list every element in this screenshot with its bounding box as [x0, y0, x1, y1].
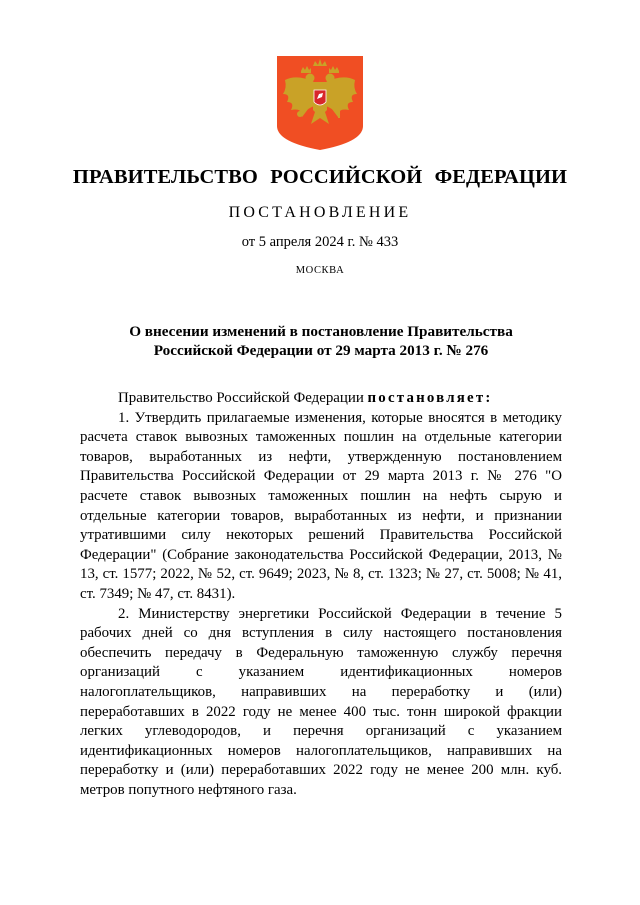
coat-of-arms-emblem [277, 56, 363, 150]
paragraph-1: 1. Утвердить прилагаемые изменения, которые вносятся в методику расчета ставок вывозных таможенных пошлин на отдельные категории товаров, выработанных из нефти, утвержденную постановлением Правительства Российской Федерации от 29 марта 2013 г. № 276 "О расчете ставок вывозных таможенных пошлин на нефть сырую и отдельные категории товаров, выработанных из нефти, и признании утратившими силу некоторых решений Правительства Российской Федерации" (Собрание законодательства Российской Федерации, 2013, № 13, ст. 1577; 2022, № 52, ст. 9649; 2023, № 8, ст. 1323; № 27, ст. 5008; № 41, ст. 7349; № 47, ст. 8431). [80, 409, 562, 602]
document-type: ПОСТАНОВЛЕНИЕ [228, 204, 412, 221]
document-body [80, 389, 562, 800]
subject-line: О внесении изменений в постановление Правительства [129, 323, 513, 340]
document-subject [80, 322, 562, 360]
intro-text: Правительство Российской Федерации [118, 390, 364, 406]
subject-line: Российской Федерации от 29 марта 2013 г. № 276 [153, 342, 489, 359]
intro-emphasis: постановляет: [367, 390, 493, 406]
paragraph-2: 2. Министерству энергетики Российской Федерации в течение 5 рабочих дней со дня вступления в силу настоящего постановления обеспечить передачу в Федеральную таможенную службу перечня организаций с указанием идентификационных номеров налогоплательщиков, направивших на переработку и (или) переработавших в 2022 году не менее 400 тыс. тонн широкой фракции легких углеводородов, и перечня организаций с указанием идентификационных номеров налогоплательщиков, направивших на переработку и (или) переработавших 2022 году не менее 200 млн. куб. метров попутного нефтяного газа. [80, 605, 562, 798]
intro-paragraph [80, 389, 562, 409]
government-title: ПРАВИТЕЛЬСТВО РОССИЙСКОЙ ФЕДЕРАЦИИ [72, 166, 568, 188]
document-city: МОСКВА [295, 265, 345, 276]
document-date-number: от 5 апреля 2024 г. № 433 [241, 234, 399, 250]
